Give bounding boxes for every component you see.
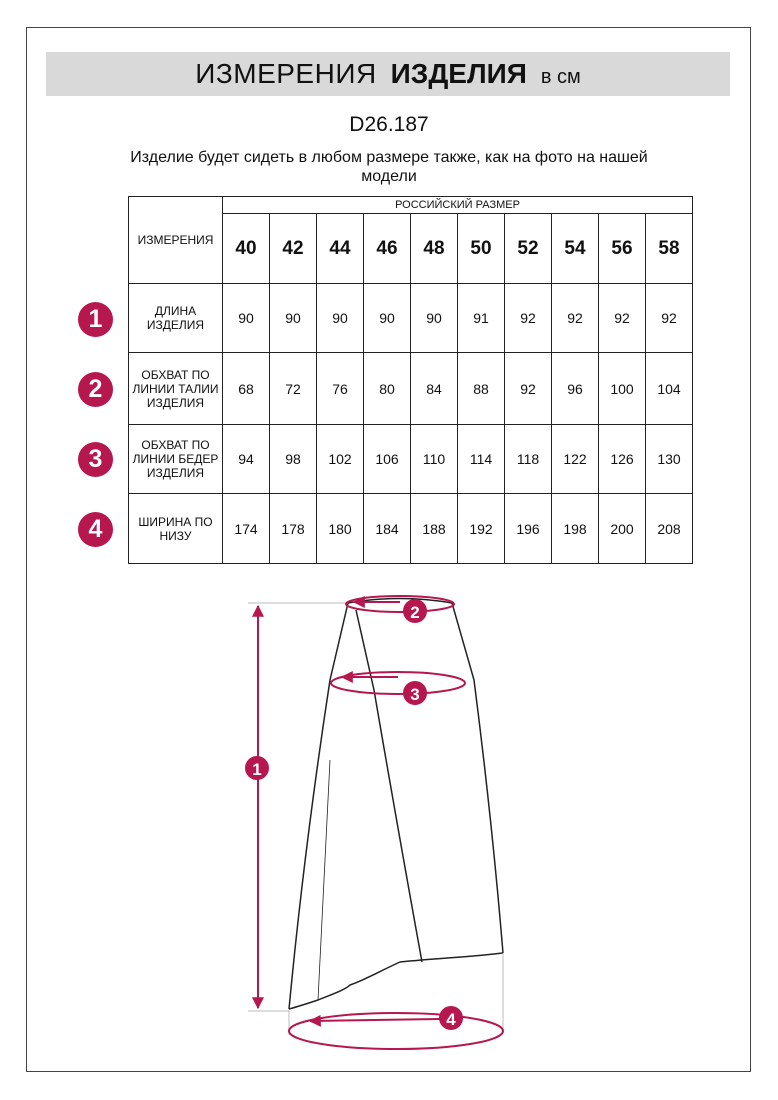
size-group-label: РОССИЙСКИЙ РАЗМЕР (223, 197, 693, 214)
table-cell: 180 (317, 494, 364, 564)
marker-hem (439, 1006, 463, 1030)
row-badge-1: 1 (78, 302, 113, 337)
table-cell: 92 (505, 284, 552, 353)
table-cell: 106 (364, 425, 411, 494)
table-cell: 90 (270, 284, 317, 353)
size-header: 54 (552, 214, 599, 284)
size-header: 50 (458, 214, 505, 284)
row-label: ОБХВАТ ПО ЛИНИИ БЕДЕР ИЗДЕЛИЯ (129, 425, 223, 494)
marker-waist (403, 599, 427, 623)
hip-ellipse (331, 672, 465, 694)
table-cell: 72 (270, 353, 317, 425)
guide-lines (248, 603, 503, 1035)
marker-hem-label: 4 (446, 1010, 456, 1029)
row-label: ОБХВАТ ПО ЛИНИИ ТАЛИИ ИЗДЕЛИЯ (129, 353, 223, 425)
table-cell: 94 (223, 425, 270, 494)
row-badge-3: 3 (78, 442, 113, 477)
article-number: D26.187 (349, 113, 429, 136)
table-cell: 91 (458, 284, 505, 353)
size-header: 40 (223, 214, 270, 284)
table-cell: 90 (411, 284, 458, 353)
table-cell: 92 (599, 284, 646, 353)
row-label: ДЛИНА ИЗДЕЛИЯ (129, 284, 223, 353)
table-cell: 96 (552, 353, 599, 425)
marker-hips (403, 681, 427, 705)
title-item: ИЗДЕЛИЯ (390, 58, 527, 89)
table-cell: 100 (599, 353, 646, 425)
row-label: ШИРИНА ПО НИЗУ (129, 494, 223, 564)
table-cell: 188 (411, 494, 458, 564)
title-measurements: ИЗМЕРЕНИЯ (195, 58, 377, 89)
row-badge-2: 2 (78, 372, 113, 407)
table-cell: 122 (552, 425, 599, 494)
row-badge-4: 4 (78, 512, 113, 547)
table-cell: 80 (364, 353, 411, 425)
size-header: 44 (317, 214, 364, 284)
table-cell: 102 (317, 425, 364, 494)
table-cell: 90 (223, 284, 270, 353)
table-cell: 76 (317, 353, 364, 425)
title-unit: в см (540, 66, 581, 88)
table-cell: 118 (505, 425, 552, 494)
size-header: 56 (599, 214, 646, 284)
table-cell: 90 (364, 284, 411, 353)
size-header: 46 (364, 214, 411, 284)
table-cell: 68 (223, 353, 270, 425)
table-cell: 130 (646, 425, 693, 494)
table-cell: 178 (270, 494, 317, 564)
table-cell: 90 (317, 284, 364, 353)
table-cell: 208 (646, 494, 693, 564)
table-cell: 184 (364, 494, 411, 564)
table-cell: 84 (411, 353, 458, 425)
size-header: 42 (270, 214, 317, 284)
skirt-outline (289, 599, 503, 1010)
table-cell: 192 (458, 494, 505, 564)
table-cell: 92 (505, 353, 552, 425)
table-cell: 174 (223, 494, 270, 564)
marker-hips-label: 3 (410, 685, 420, 704)
table-cell: 198 (552, 494, 599, 564)
hem-arrow (310, 1019, 440, 1021)
table-cell: 104 (646, 353, 693, 425)
table-cell: 92 (646, 284, 693, 353)
size-header: 48 (411, 214, 458, 284)
table-cell: 114 (458, 425, 505, 494)
corner-label: ИЗМЕРЕНИЯ (129, 197, 223, 284)
table-cell: 200 (599, 494, 646, 564)
hem-ellipse (289, 1013, 503, 1049)
table-cell: 88 (458, 353, 505, 425)
table-cell: 98 (270, 425, 317, 494)
table-cell: 92 (552, 284, 599, 353)
table-cell: 196 (505, 494, 552, 564)
size-header: 58 (646, 214, 693, 284)
table-cell: 126 (599, 425, 646, 494)
marker-length (245, 756, 269, 780)
size-header: 52 (505, 214, 552, 284)
marker-length-label: 1 (252, 760, 262, 779)
fit-note: Изделие будет сидеть в любом размере также, как на фото на нашей модели (130, 149, 648, 185)
table-cell: 110 (411, 425, 458, 494)
marker-waist-label: 2 (410, 603, 420, 622)
